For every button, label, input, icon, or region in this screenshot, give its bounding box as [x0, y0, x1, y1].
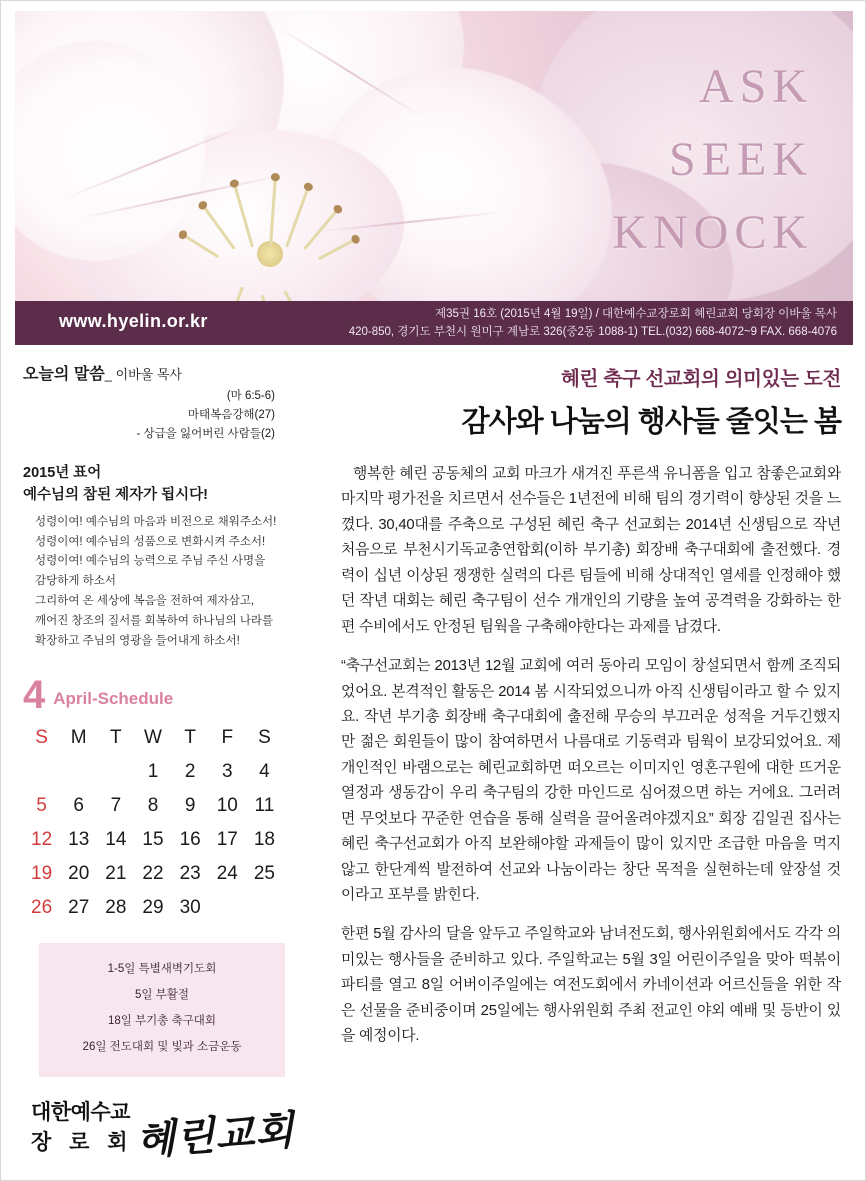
calendar-day[interactable]: 26	[31, 897, 53, 919]
calendar-day[interactable]: 15	[142, 829, 164, 851]
church-denomination-line1: 대한예수교	[31, 1101, 130, 1124]
calendar-day[interactable]: 19	[31, 863, 53, 885]
event-item: 1-5일 특별새벽기도회	[107, 963, 217, 976]
calendar-day[interactable]	[97, 755, 134, 789]
weekday-thu: T	[184, 727, 196, 749]
prayer-line: 확장하고 주님의 영광을 들어내게 하소서!	[35, 634, 240, 647]
masthead-bar	[15, 301, 853, 345]
calendar-day[interactable]: 29	[142, 897, 164, 919]
event-item: 18일 부기총 축구대회	[107, 1014, 217, 1027]
calendar-table	[23, 724, 283, 925]
event-item: 5일 부활절	[134, 988, 190, 1001]
calendar-month-number: 4	[23, 673, 46, 718]
event-item: 26일 전도대회 및 빛과 소금운동	[82, 1040, 242, 1053]
calendar-day[interactable]: 6	[73, 795, 84, 817]
website-url[interactable]: www.hyelin.or.kr	[59, 311, 208, 331]
calendar-weekday-row	[23, 724, 283, 755]
calendar-day[interactable]	[209, 891, 246, 925]
publication-info	[349, 306, 837, 342]
address-line: 420-850, 경기도 부천시 원미구 계남로 326(중2동 1088-1) TEL.(032) 668-4072~9 FAX. 668-4076	[348, 325, 837, 338]
weekday-wed: W	[144, 727, 162, 749]
calendar-week-row	[23, 755, 283, 789]
calendar-day[interactable]: 21	[105, 863, 127, 885]
calendar-day[interactable]: 12	[31, 829, 53, 851]
calendar-week-row	[23, 857, 283, 891]
calendar-week-row	[23, 891, 283, 925]
calendar-day[interactable]: 1	[147, 761, 159, 783]
prayer-line: 성령이여! 예수님의 성품으로 변화시켜 주소서!	[35, 535, 266, 548]
weekday-fri: F	[221, 727, 234, 749]
stamen-cluster	[165, 131, 385, 281]
ask-seek-knock-motto	[612, 51, 813, 270]
calendar-day[interactable]	[246, 891, 283, 925]
verse-reference-block	[23, 387, 275, 444]
calendar-day[interactable]: 7	[110, 795, 122, 817]
calendar-day[interactable]: 9	[184, 795, 196, 817]
calendar-day[interactable]: 3	[221, 761, 233, 783]
prayer-block	[35, 513, 323, 651]
prayer-line: 깨어진 창조의 질서를 회복하여 하나님의 나라를	[35, 614, 274, 627]
calendar-day[interactable]: 14	[105, 829, 127, 851]
slogan-year: 2015년 표어	[23, 464, 102, 481]
issue-line: 제35권 16호 (2015년 4월 19일) / 대한예수교장로회 혜린교회 당회장 이바울 목사	[435, 308, 837, 320]
motto-knock: KNOCK	[612, 205, 813, 259]
calendar-header	[23, 673, 323, 718]
article-paragraph: 행복한 혜린 공동체의 교회 마크가 새겨진 푸른색 유니폼을 입고 참좋은교회와 마지막 평가전을 치르면서 선수들은 1년전에 비해 팀의 경기력이 향상된 것을 느꼈다. 30,40대를 주축으로 구성된 혜린 축구 선교회는 2014년 신생팀으로 작년 처음으로 부천시기독교총연합회(이하 부기총) 회장배 축구대회에 출전했다. 경력이 십년 이상된 쟁쟁한 실력의 다른 팀들에 비해 상대적인 열세를 인정해야 했던 작년 대회는 혜린 축구팀이 선수 개개인의 기량을 높여 공격력을 강화하는 한편 수비에서도 안정된 팀웍을 구축해야한다는 과제를 남겼다.	[341, 466, 841, 635]
prayer-line: 성령이여! 예수님의 마음과 비전으로 채워주소서!	[35, 515, 277, 528]
calendar-day[interactable]: 10	[216, 795, 238, 817]
calendar-day[interactable]: 27	[68, 897, 90, 919]
events-box	[39, 943, 285, 1077]
article-paragraph: “축구선교회는 2013년 12월 교회에 여러 동아리 모임이 창설되면서 함께 조직되었어요. 본격적인 활동은 2014 봄 시작되었으니까 아직 신생팀이라고 할 수 있지요. 작년 부기총 회장배 축구대회에 출전해 무승의 부끄러운 성적을 거두긴했지만 젊은 회원들이 많이 참여하면서 나름대로 기동력과 팀웍이 보강되었어요. 제 개인적인 바램으로는 혜린교회하면 떠오르는 이미지인 영혼구원에 대한 뜨거운 열정과 생동감이 우리 축구팀의 강한 마인드로 심어졌으면 하는 거에요. 그러려면 무엇보다 꾸준한 연습을 통해 실력을 끌어올려야겠지요” 회장 김일권 집사는 혜린 축구선교회가 아직 보완해야할 과제들이 많이 있지만 조급한 마음을 먹지 않고 한단계씩 발전하여 선교와 나눔이라는 창단 목적을 실현하는데 앞장설 것이라고 포부를 밝힌다.	[341, 658, 841, 903]
weekday-mon: M	[70, 727, 87, 749]
calendar-day[interactable]: 28	[105, 897, 127, 919]
weekday-sat: S	[258, 727, 271, 749]
weekday-tue: T	[110, 727, 122, 749]
verse-ref: (마 6:5-6)	[226, 390, 275, 402]
calendar-day[interactable]: 22	[142, 863, 164, 885]
calendar-day[interactable]: 30	[179, 897, 201, 919]
prayer-line: 감당하게 하소서	[35, 575, 116, 588]
prayer-line: 그리하여 온 세상에 복음을 전하여 제자삼고,	[35, 594, 255, 607]
church-denomination-line2: 장 로 회	[31, 1131, 134, 1154]
calendar-day[interactable]	[60, 755, 97, 789]
hero-flower-image	[15, 11, 853, 301]
calendar-day[interactable]: 2	[184, 761, 196, 783]
article-column	[341, 363, 841, 1064]
motto-ask: ASK	[698, 60, 813, 113]
article-headline: 감사와 나눔의 행사들 줄잇는 봄	[461, 406, 841, 438]
prayer-line: 성령이여! 예수님의 능력으로 주님 주신 사명을	[35, 555, 266, 568]
motto-seek: SEEK	[669, 132, 813, 186]
article-kicker: 혜린 축구 선교회의 의미있는 도전	[561, 368, 841, 390]
article-paragraph: 한편 5월 감사의 달을 앞두고 주일학교와 남녀전도회, 행사위원회에서도 각각 의미있는 행사들을 준비하고 있다. 주일학교는 5월 3일 어린이주일을 맞아 떡볶이 파티를 열고 8일 어버이주일에는 여전도회에서 카네이션과 어르신들을 위한 작은 선물을 준비중이며 25일에는 행사위원회 주최 전교인 야외 예배 및 등반이 있을 예정이다.	[341, 926, 841, 1045]
calendar-day[interactable]: 24	[216, 863, 238, 885]
slogan-main: 예수님의 참된 제자가 됩시다!	[23, 486, 208, 503]
calendar-week-row	[23, 823, 283, 857]
calendar-day[interactable]: 11	[254, 795, 275, 817]
verse-book: 마태복음강해(27)	[187, 408, 275, 421]
calendar-day[interactable]: 4	[259, 761, 270, 783]
calendar-day[interactable]: 18	[253, 829, 275, 851]
calendar-day[interactable]: 23	[179, 863, 201, 885]
calendar-day[interactable]: 17	[216, 829, 238, 851]
calendar-day[interactable]: 8	[147, 795, 159, 817]
calendar-day[interactable]: 16	[179, 829, 201, 851]
calendar-month-label: April-Schedule	[53, 689, 174, 709]
church-logo	[31, 1096, 331, 1166]
church-name-calligraphy: 혜린교회	[134, 1107, 297, 1164]
calendar-day[interactable]: 25	[253, 863, 275, 885]
calendar-day[interactable]: 20	[68, 863, 90, 885]
calendar-day[interactable]: 5	[36, 795, 47, 817]
verse-subtitle: - 상급을 잃어버린 사람들(2)	[136, 427, 275, 440]
article-body	[341, 462, 841, 1050]
todays-word-heading	[23, 361, 323, 384]
calendar-day[interactable]: 13	[68, 829, 90, 851]
todays-word-label: 오늘의 말씀	[23, 366, 105, 383]
left-column	[23, 361, 323, 1077]
calendar-day[interactable]	[23, 755, 60, 789]
calendar-week-row	[23, 789, 283, 823]
weekday-sun: S	[35, 727, 48, 749]
todays-word-author: _ 이바울 목사	[104, 367, 182, 382]
